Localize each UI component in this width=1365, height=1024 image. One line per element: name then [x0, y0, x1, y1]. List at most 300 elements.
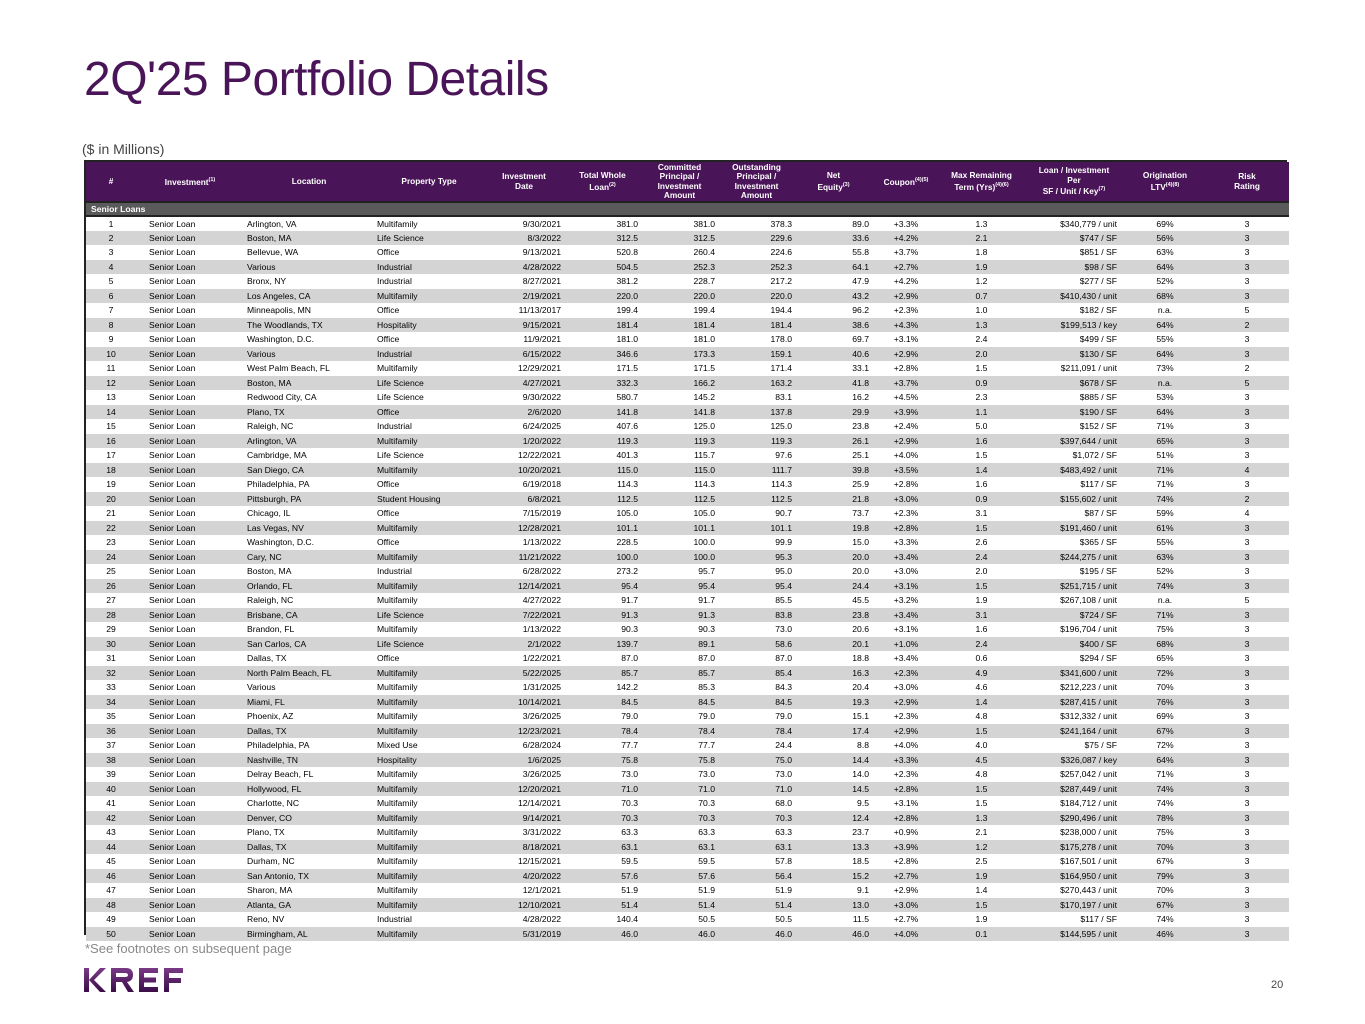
table-cell: $212,223 / unit: [1023, 680, 1125, 695]
table-cell: +3.9%: [872, 840, 940, 855]
table-cell: 99.9: [718, 535, 795, 550]
table-cell: $155,602 / unit: [1023, 492, 1125, 507]
table-cell: 40: [86, 782, 136, 797]
table-cell: $98 / SF: [1023, 260, 1125, 275]
table-cell: 25: [86, 564, 136, 579]
column-header: [484, 162, 564, 202]
table-cell: 17: [86, 448, 136, 463]
table-cell: Office: [374, 506, 484, 521]
table-cell: 33.6: [795, 231, 872, 246]
table-cell: 23.8: [795, 608, 872, 623]
table-cell: 64%: [1125, 405, 1205, 420]
table-cell: Sharon, MA: [244, 883, 374, 898]
table-cell: 20.0: [795, 550, 872, 565]
table-cell: $184,712 / unit: [1023, 796, 1125, 811]
table-cell: $340,779 / unit: [1023, 216, 1125, 231]
table-cell: 8.8: [795, 738, 872, 753]
table-cell: 112.5: [564, 492, 641, 507]
table-cell: 64%: [1125, 260, 1205, 275]
table-cell: 2.0: [940, 564, 1023, 579]
column-header-text: Risk: [1238, 171, 1256, 181]
table-cell: 171.5: [641, 361, 718, 376]
table-cell: 20.1: [795, 637, 872, 652]
table-cell: 78.4: [641, 724, 718, 739]
table-cell: West Palm Beach, FL: [244, 361, 374, 376]
table-cell: Dallas, TX: [244, 724, 374, 739]
table-cell: 4/28/2022: [484, 260, 564, 275]
table-cell: 1.5: [940, 361, 1023, 376]
table-cell: 2/1/2022: [484, 637, 564, 652]
table-cell: 1/22/2021: [484, 651, 564, 666]
table-cell: 46.0: [641, 927, 718, 942]
table-cell: 84.5: [718, 695, 795, 710]
footnote-marker: (2): [609, 181, 616, 188]
table-cell: 381.0: [564, 216, 641, 231]
table-cell: 3: [1205, 767, 1289, 782]
table-cell: 68%: [1125, 289, 1205, 304]
table-cell: Multifamily: [374, 796, 484, 811]
table-cell: 101.1: [718, 521, 795, 536]
table-cell: 24.4: [718, 738, 795, 753]
table-cell: 29: [86, 622, 136, 637]
table-cell: 4: [1205, 506, 1289, 521]
table-cell: 141.8: [641, 405, 718, 420]
table-cell: 43.2: [795, 289, 872, 304]
table-cell: 90.3: [641, 622, 718, 637]
table-cell: 67%: [1125, 854, 1205, 869]
table-cell: 3.1: [940, 506, 1023, 521]
table-cell: 3: [1205, 883, 1289, 898]
table-cell: 220.0: [564, 289, 641, 304]
table-cell: San Carlos, CA: [244, 637, 374, 652]
table-cell: 45: [86, 854, 136, 869]
table-cell: 95.3: [718, 550, 795, 565]
table-cell: 73.7: [795, 506, 872, 521]
table-cell: Multifamily: [374, 593, 484, 608]
table-cell: 19.8: [795, 521, 872, 536]
table-cell: 64%: [1125, 753, 1205, 768]
table-cell: Senior Loan: [136, 767, 244, 782]
table-cell: 3: [1205, 651, 1289, 666]
table-cell: 520.8: [564, 245, 641, 260]
table-cell: Delray Beach, FL: [244, 767, 374, 782]
table-cell: 87.0: [564, 651, 641, 666]
table-cell: Senior Loan: [136, 419, 244, 434]
table-cell: $397,644 / unit: [1023, 434, 1125, 449]
table-cell: 159.1: [718, 347, 795, 362]
table-row: [86, 738, 1289, 753]
table-cell: 18.8: [795, 651, 872, 666]
table-cell: 16.3: [795, 666, 872, 681]
column-header-text: #: [108, 175, 114, 186]
column-header-text: SF / Unit / Key: [1042, 186, 1099, 197]
table-cell: 16.2: [795, 390, 872, 405]
table-cell: Senior Loan: [136, 796, 244, 811]
table-cell: 3: [1205, 564, 1289, 579]
column-header-text: Max Remaining: [951, 170, 1012, 181]
table-cell: 3: [1205, 347, 1289, 362]
table-cell: 260.4: [641, 245, 718, 260]
table-row: [86, 898, 1289, 913]
section-label: Senior Loans: [86, 202, 1289, 216]
table-cell: 12/14/2021: [484, 579, 564, 594]
table-cell: 27: [86, 593, 136, 608]
table-cell: 71%: [1125, 767, 1205, 782]
table-cell: Life Science: [374, 376, 484, 391]
table-cell: Multifamily: [374, 216, 484, 231]
table-cell: $287,449 / unit: [1023, 782, 1125, 797]
table-cell: 137.8: [718, 405, 795, 420]
page-title: 2Q'25 Portfolio Details: [84, 53, 549, 106]
table-cell: Senior Loan: [136, 738, 244, 753]
table-cell: 6/19/2018: [484, 477, 564, 492]
table-cell: 34: [86, 695, 136, 710]
table-cell: 8/27/2021: [484, 274, 564, 289]
table-cell: 69%: [1125, 216, 1205, 231]
table-row: [86, 666, 1289, 681]
table-cell: 63.1: [641, 840, 718, 855]
table-cell: $164,950 / unit: [1023, 869, 1125, 884]
table-cell: 13: [86, 390, 136, 405]
table-cell: Multifamily: [374, 666, 484, 681]
table-row: [86, 231, 1289, 246]
table-row: [86, 477, 1289, 492]
table-cell: 65%: [1125, 434, 1205, 449]
table-cell: 24.4: [795, 579, 872, 594]
table-cell: 9/14/2021: [484, 811, 564, 826]
table-cell: 228.5: [564, 535, 641, 550]
table-cell: 11.5: [795, 912, 872, 927]
table-cell: Senior Loan: [136, 448, 244, 463]
table-cell: $1,072 / SF: [1023, 448, 1125, 463]
column-header-text: Property Type: [401, 175, 457, 186]
table-cell: 63.1: [564, 840, 641, 855]
table-cell: 1.5: [940, 898, 1023, 913]
table-cell: 52%: [1125, 564, 1205, 579]
column-header: [1023, 162, 1125, 202]
table-cell: 79.0: [718, 709, 795, 724]
table-cell: 3: [1205, 216, 1289, 231]
table-cell: Miami, FL: [244, 695, 374, 710]
table-cell: Senior Loan: [136, 695, 244, 710]
table-cell: Student Housing: [374, 492, 484, 507]
column-header: [872, 162, 940, 202]
table-cell: Various: [244, 347, 374, 362]
table-cell: 3/31/2022: [484, 825, 564, 840]
table-cell: +2.9%: [872, 434, 940, 449]
table-cell: 23.8: [795, 419, 872, 434]
table-cell: +3.0%: [872, 564, 940, 579]
table-cell: 141.8: [564, 405, 641, 420]
table-cell: 70.3: [718, 811, 795, 826]
table-cell: 2.3: [940, 390, 1023, 405]
table-cell: 142.2: [564, 680, 641, 695]
table-cell: 4.0: [940, 738, 1023, 753]
table-cell: n.a.: [1125, 593, 1205, 608]
table-cell: 59%: [1125, 506, 1205, 521]
table-cell: 20.4: [795, 680, 872, 695]
table-cell: 74%: [1125, 912, 1205, 927]
table-cell: 2/6/2020: [484, 405, 564, 420]
table-cell: 89.0: [795, 216, 872, 231]
table-cell: Senior Loan: [136, 550, 244, 565]
table-cell: Senior Loan: [136, 912, 244, 927]
table-cell: 70.3: [564, 811, 641, 826]
table-cell: 75.8: [564, 753, 641, 768]
table-cell: Multifamily: [374, 854, 484, 869]
table-cell: 3: [1205, 869, 1289, 884]
table-cell: 220.0: [641, 289, 718, 304]
table-cell: 12/15/2021: [484, 854, 564, 869]
table-cell: 9/15/2021: [484, 318, 564, 333]
table-cell: 76%: [1125, 695, 1205, 710]
table-cell: 4: [86, 260, 136, 275]
table-cell: Senior Loan: [136, 709, 244, 724]
table-cell: Multifamily: [374, 434, 484, 449]
table-row: [86, 869, 1289, 884]
table-cell: $483,492 / unit: [1023, 463, 1125, 478]
column-header: [564, 162, 641, 202]
table-cell: 15.1: [795, 709, 872, 724]
table-row: [86, 332, 1289, 347]
table-row: [86, 593, 1289, 608]
column-header-text: Coupon: [883, 176, 915, 187]
table-cell: +3.2%: [872, 593, 940, 608]
table-cell: 4.9: [940, 666, 1023, 681]
table-cell: 51.9: [641, 883, 718, 898]
table-cell: 14.5: [795, 782, 872, 797]
table-cell: 6/28/2024: [484, 738, 564, 753]
table-cell: Bellevue, WA: [244, 245, 374, 260]
table-cell: 3: [1205, 289, 1289, 304]
table-cell: Senior Loan: [136, 579, 244, 594]
table-cell: $724 / SF: [1023, 608, 1125, 623]
table-cell: 1.2: [940, 274, 1023, 289]
table-cell: Senior Loan: [136, 811, 244, 826]
table-row: [86, 579, 1289, 594]
table-cell: 55%: [1125, 332, 1205, 347]
table-cell: 12/14/2021: [484, 796, 564, 811]
table-cell: $678 / SF: [1023, 376, 1125, 391]
table-cell: 75%: [1125, 825, 1205, 840]
table-cell: 115.0: [564, 463, 641, 478]
table-cell: +3.1%: [872, 579, 940, 594]
table-cell: 0.6: [940, 651, 1023, 666]
table-cell: 3/26/2025: [484, 709, 564, 724]
table-cell: 0.9: [940, 376, 1023, 391]
table-cell: $152 / SF: [1023, 419, 1125, 434]
column-header-text: Investment: [734, 180, 779, 191]
table-cell: Multifamily: [374, 724, 484, 739]
table-cell: 1.5: [940, 521, 1023, 536]
table-cell: 91.7: [564, 593, 641, 608]
table-cell: 3: [1205, 419, 1289, 434]
table-row: [86, 274, 1289, 289]
column-header-text: Net: [826, 170, 841, 181]
table-cell: 84.5: [641, 695, 718, 710]
column-header: [795, 162, 872, 202]
table-cell: +3.1%: [872, 332, 940, 347]
table-cell: Plano, TX: [244, 825, 374, 840]
table-cell: +2.7%: [872, 260, 940, 275]
table-cell: 91.7: [641, 593, 718, 608]
table-row: [86, 390, 1289, 405]
table-cell: Senior Loan: [136, 782, 244, 797]
table-cell: +3.5%: [872, 463, 940, 478]
table-cell: 11/21/2022: [484, 550, 564, 565]
table-cell: 4/20/2022: [484, 869, 564, 884]
table-cell: 13.3: [795, 840, 872, 855]
table-cell: 90.3: [564, 622, 641, 637]
table-row: [86, 535, 1289, 550]
table-cell: 56%: [1125, 231, 1205, 246]
table-cell: 64%: [1125, 347, 1205, 362]
table-cell: +2.9%: [872, 289, 940, 304]
table-cell: 40.6: [795, 347, 872, 362]
table-cell: 6: [86, 289, 136, 304]
table-cell: Boston, MA: [244, 231, 374, 246]
table-cell: Various: [244, 260, 374, 275]
table-cell: 3: [1205, 666, 1289, 681]
column-header: [1125, 162, 1205, 202]
table-cell: Office: [374, 405, 484, 420]
table-cell: 7: [86, 303, 136, 318]
table-cell: 11/9/2021: [484, 332, 564, 347]
table-cell: Durham, NC: [244, 854, 374, 869]
column-header: [244, 162, 374, 202]
table-cell: Senior Loan: [136, 347, 244, 362]
table-cell: Senior Loan: [136, 535, 244, 550]
table-cell: 20.6: [795, 622, 872, 637]
table-cell: 14.0: [795, 767, 872, 782]
table-cell: Multifamily: [374, 680, 484, 695]
table-cell: 1/13/2022: [484, 535, 564, 550]
table-row: [86, 912, 1289, 927]
column-header-text: Amount: [740, 190, 773, 200]
table-cell: Senior Loan: [136, 651, 244, 666]
table-cell: Life Science: [374, 637, 484, 652]
table-cell: 3: [1205, 898, 1289, 913]
table-cell: Orlando, FL: [244, 579, 374, 594]
table-cell: 125.0: [641, 419, 718, 434]
table-cell: Senior Loan: [136, 840, 244, 855]
table-cell: Multifamily: [374, 811, 484, 826]
table-cell: +2.9%: [872, 883, 940, 898]
table-cell: 3: [1205, 854, 1289, 869]
table-cell: Boston, MA: [244, 564, 374, 579]
table-cell: +3.4%: [872, 608, 940, 623]
table-cell: 4.8: [940, 767, 1023, 782]
table-cell: Philadelphia, PA: [244, 477, 374, 492]
table-cell: 2.4: [940, 637, 1023, 652]
section-row-senior-loans: [86, 202, 1289, 216]
table-cell: 178.0: [718, 332, 795, 347]
table-cell: 3: [1205, 390, 1289, 405]
table-cell: $277 / SF: [1023, 274, 1125, 289]
table-cell: 3: [1205, 231, 1289, 246]
table-cell: Multifamily: [374, 695, 484, 710]
table-cell: 0.1: [940, 927, 1023, 942]
table-row: [86, 376, 1289, 391]
table-row: [86, 796, 1289, 811]
table-cell: +4.0%: [872, 927, 940, 942]
table-cell: $190 / SF: [1023, 405, 1125, 420]
table-cell: 4/28/2022: [484, 912, 564, 927]
table-cell: 3: [1205, 912, 1289, 927]
table-cell: +3.1%: [872, 622, 940, 637]
table-cell: Life Science: [374, 448, 484, 463]
table-cell: $365 / SF: [1023, 535, 1125, 550]
table-cell: 100.0: [641, 535, 718, 550]
column-header-text: Outstanding: [732, 161, 781, 172]
table-cell: 75%: [1125, 622, 1205, 637]
table-cell: 3: [1205, 477, 1289, 492]
table-cell: +3.0%: [872, 680, 940, 695]
table-cell: 3: [1205, 260, 1289, 275]
table-cell: $199,513 / key: [1023, 318, 1125, 333]
table-cell: 105.0: [641, 506, 718, 521]
table-cell: Raleigh, NC: [244, 593, 374, 608]
table-cell: Senior Loan: [136, 477, 244, 492]
table-cell: 252.3: [718, 260, 795, 275]
table-cell: 407.6: [564, 419, 641, 434]
table-cell: 1.5: [940, 782, 1023, 797]
table-row: [86, 782, 1289, 797]
table-cell: 181.4: [641, 318, 718, 333]
table-cell: 74%: [1125, 492, 1205, 507]
table-cell: Dallas, TX: [244, 840, 374, 855]
table-cell: 14: [86, 405, 136, 420]
table-cell: 9/30/2021: [484, 216, 564, 231]
table-cell: 12/23/2021: [484, 724, 564, 739]
table-cell: Senior Loan: [136, 245, 244, 260]
table-cell: 74%: [1125, 782, 1205, 797]
table-row: [86, 840, 1289, 855]
table-cell: +2.8%: [872, 361, 940, 376]
table-cell: Raleigh, NC: [244, 419, 374, 434]
table-cell: 43: [86, 825, 136, 840]
table-cell: 1.2: [940, 840, 1023, 855]
table-cell: +2.8%: [872, 521, 940, 536]
table-cell: Senior Loan: [136, 637, 244, 652]
table-cell: 79.0: [641, 709, 718, 724]
table-cell: 19.3: [795, 695, 872, 710]
table-cell: 1.9: [940, 260, 1023, 275]
table-cell: +3.7%: [872, 376, 940, 391]
table-cell: Senior Loan: [136, 927, 244, 942]
table-cell: 12/29/2021: [484, 361, 564, 376]
table-cell: 22: [86, 521, 136, 536]
table-cell: 173.3: [641, 347, 718, 362]
table-cell: 181.4: [718, 318, 795, 333]
table-cell: San Antonio, TX: [244, 869, 374, 884]
table-cell: 84.5: [564, 695, 641, 710]
table-cell: 3: [1205, 405, 1289, 420]
table-cell: 74%: [1125, 796, 1205, 811]
table-cell: 1.5: [940, 796, 1023, 811]
table-cell: Senior Loan: [136, 376, 244, 391]
table-cell: 9.1: [795, 883, 872, 898]
table-cell: Senior Loan: [136, 666, 244, 681]
table-cell: n.a.: [1125, 303, 1205, 318]
table-cell: 1.5: [940, 448, 1023, 463]
table-cell: $312,332 / unit: [1023, 709, 1125, 724]
table-cell: 3: [1205, 274, 1289, 289]
table-cell: 51.9: [564, 883, 641, 898]
table-cell: 1.6: [940, 622, 1023, 637]
table-cell: 105.0: [564, 506, 641, 521]
table-cell: 1.3: [940, 318, 1023, 333]
